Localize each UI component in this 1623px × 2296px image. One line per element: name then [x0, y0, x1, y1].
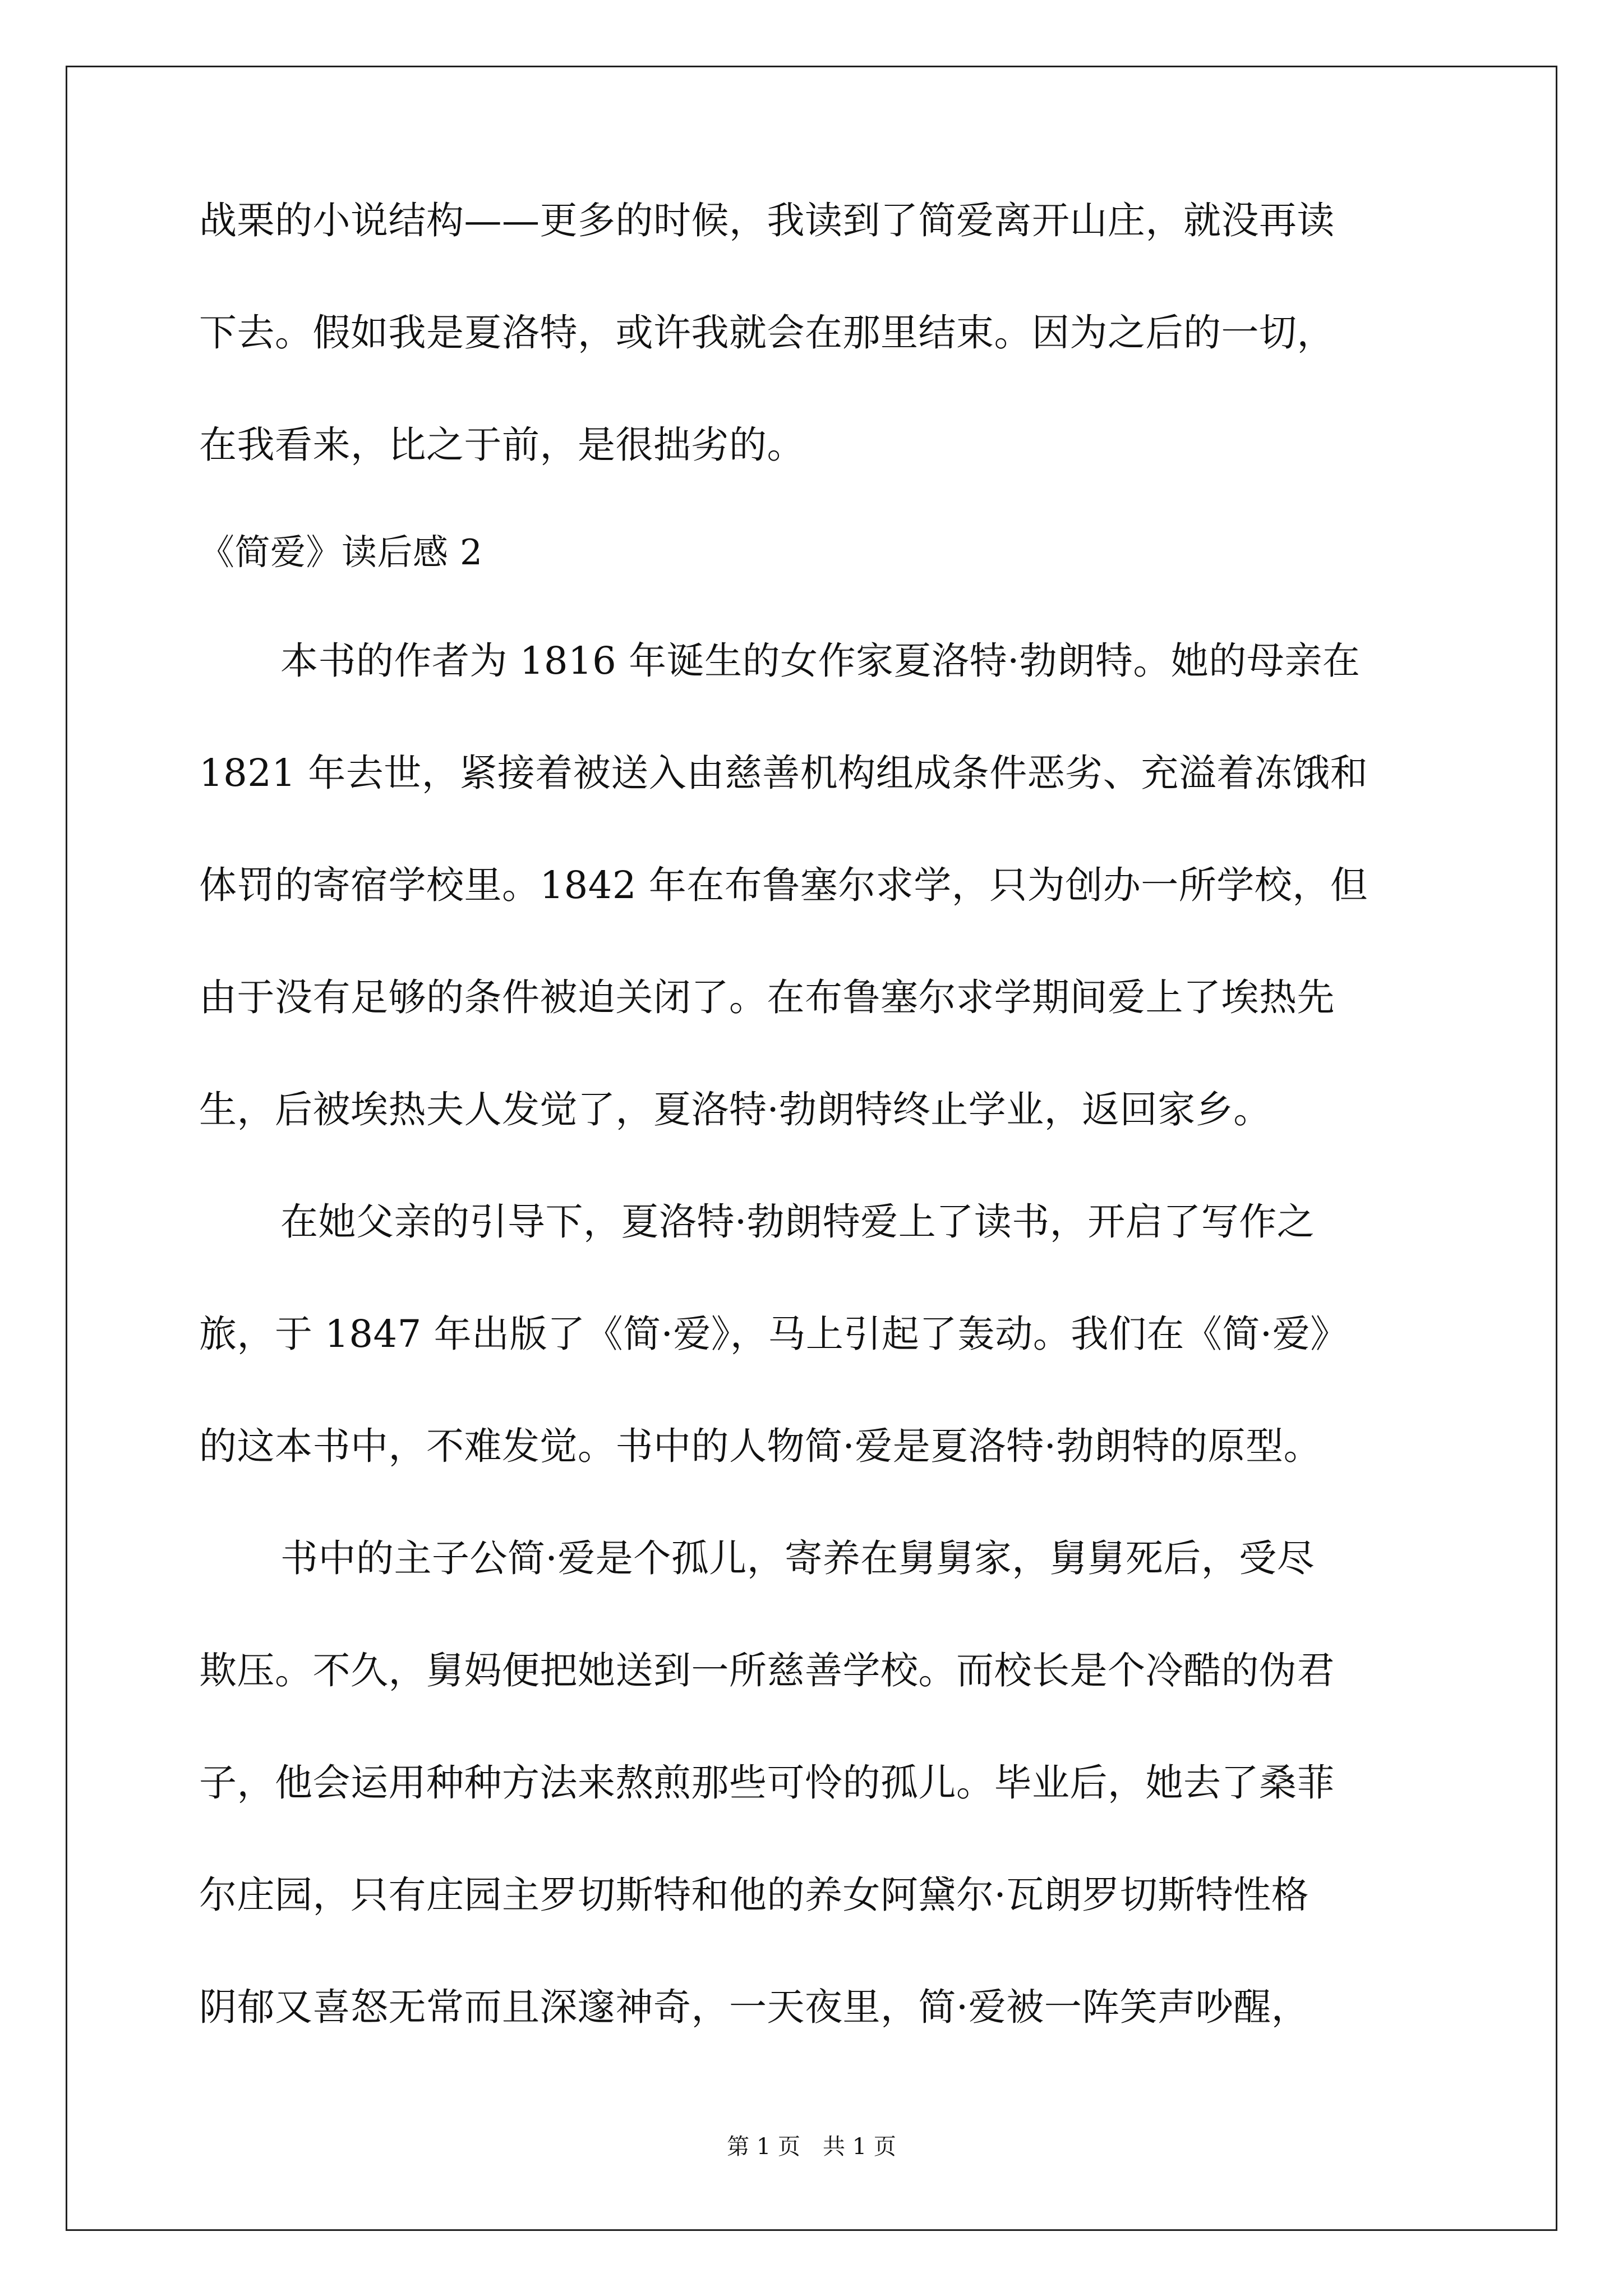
- text-line: 由于没有足够的条件被迫关闭了。在布鲁塞尔求学期间爱上了埃热先: [199, 976, 1335, 1019]
- section-heading: 《简爱》读后感 2: [199, 532, 483, 573]
- text-line: 本书的作者为 1816 年诞生的女作家夏洛特·勃朗特。她的母亲在: [280, 639, 1361, 683]
- text-line: 下去。假如我是夏洛特，或许我就会在那里结束。因为之后的一切，: [199, 311, 1335, 355]
- page-footer: 第 1 页 共 1 页: [727, 2134, 896, 2160]
- text-line: 阴郁又喜怒无常而且深邃神奇，一天夜里，简·爱被一阵笑声吵醒，: [199, 1985, 1310, 2029]
- text-line: 在我看来，比之于前，是很拙劣的。: [199, 423, 805, 467]
- text-line: 欺压。不久，舅妈便把她送到一所慈善学校。而校长是个冷酷的伪君: [199, 1649, 1335, 1692]
- text-line: 子，他会运用种种方法来熬煎那些可怜的孤儿。毕业后，她去了桑菲: [199, 1761, 1335, 1805]
- text-line: 生，后被埃热夫人发觉了，夏洛特·勃朗特终止学业，返回家乡。: [199, 1088, 1271, 1131]
- text-line: 战栗的小说结构——更多的时候，我读到了简爱离开山庄，就没再读: [199, 199, 1335, 242]
- text-line: 1821 年去世，紧接着被送入由慈善机构组成条件恶劣、充溢着冻饿和: [199, 751, 1368, 795]
- text-line: 旅，于 1847 年出版了《简·爱》，马上引起了轰动。我们在《简·爱》: [199, 1312, 1348, 1356]
- text-line: 在她父亲的引导下，夏洛特·勃朗特爱上了读书，开启了写作之: [280, 1200, 1315, 1244]
- text-line: 的这本书中，不难发觉。书中的人物简·爱是夏洛特·勃朗特的原型。: [199, 1424, 1322, 1468]
- text-line: 书中的主子公简·爱是个孤儿，寄养在舅舅家，舅舅死后，受尽: [280, 1536, 1315, 1580]
- text-line: 尔庄园，只有庄园主罗切斯特和他的养女阿黛尔·瓦朗罗切斯特性格: [199, 1873, 1310, 1917]
- text-line: 体罚的寄宿学校里。1842 年在布鲁塞尔求学，只为创办一所学校，但: [199, 863, 1368, 907]
